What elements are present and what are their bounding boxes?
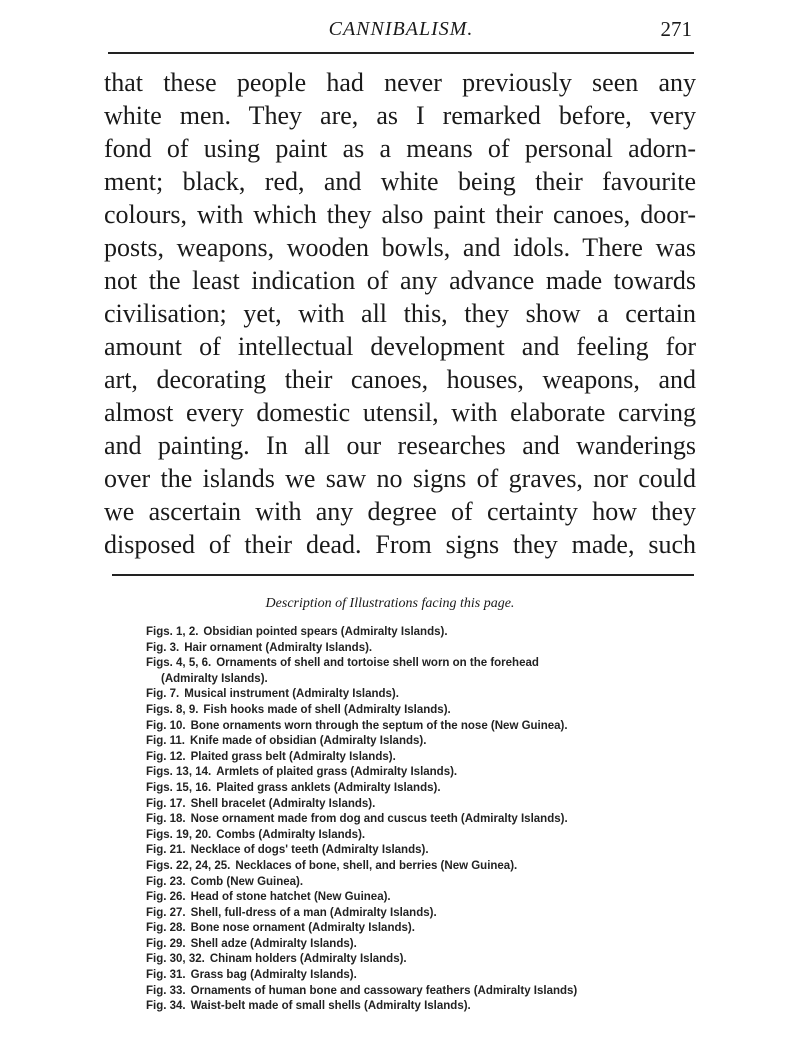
running-head [108, 14, 694, 44]
figure-number: Fig. 28. [146, 922, 186, 935]
figure-description: Ornaments of shell and tortoise shell worn on the forehead [216, 657, 539, 670]
body-line: almost every domestic utensil, with elaborate carving [104, 398, 696, 427]
figure-number: Figs. 8, 9. [146, 703, 199, 716]
body-line: white men. They are, as I remarked before, very [104, 101, 696, 130]
running-title: CANNIBALISM. [328, 18, 474, 40]
figure-description: (Admiralty Islands). [161, 672, 268, 685]
body-line: over the islands we saw no signs of graves, nor could [104, 464, 696, 493]
list-item [146, 937, 666, 953]
figure-number: Fig. 27. [146, 906, 186, 919]
list-item [146, 906, 666, 922]
body-line: that these people had never previously seen any [104, 68, 696, 97]
figure-number: Fig. 3. [146, 641, 180, 654]
list-item [146, 750, 666, 766]
body-line: ment; black, red, and white being their favourite [104, 167, 696, 196]
list-item [146, 812, 666, 828]
figure-number: Fig. 23. [146, 875, 186, 888]
figure-number: Fig. 26. [146, 891, 186, 904]
body-line: disposed of their dead. From signs they made, such [104, 530, 696, 559]
figure-number: Fig. 21. [146, 844, 186, 857]
figure-description: Comb (New Guinea). [190, 875, 304, 888]
list-item [146, 656, 666, 672]
body-line: posts, weapons, wooden bowls, and idols. There was [104, 233, 696, 262]
figure-description: Shell bracelet (Admiralty Islands). [190, 797, 376, 810]
list-item [146, 890, 666, 906]
figure-number: Fig. 30, 32. [146, 953, 205, 966]
figure-description: Necklaces of bone, shell, and berries (New Guinea). [235, 859, 518, 872]
section-rule [112, 574, 694, 576]
list-item [146, 703, 666, 719]
figure-description: Bone nose ornament (Admiralty Islands). [190, 922, 415, 935]
list-item [146, 672, 666, 688]
list-item [146, 641, 666, 657]
figure-number: Fig. 11. [146, 735, 185, 748]
figure-number: Fig. 17. [146, 797, 186, 810]
figure-description: Hair ornament (Admiralty Islands). [184, 641, 373, 654]
list-item [146, 734, 666, 750]
list-item [146, 797, 666, 813]
list-item [146, 625, 666, 641]
figure-description: Grass bag (Admiralty Islands). [190, 969, 357, 982]
figure-description: Necklace of dogs' teeth (Admiralty Islands). [190, 844, 429, 857]
body-line: not the least indication of any advance made towards [104, 266, 696, 295]
figure-number: Fig. 34. [146, 1000, 186, 1013]
figure-number: Figs. 1, 2. [146, 626, 199, 638]
body-line: civilisation; yet, with all this, they show a certain [104, 299, 696, 328]
figure-description: Ornaments of human bone and cassowary feathers (Admiralty Islands) [190, 984, 578, 997]
figure-description: Shell adze (Admiralty Islands). [190, 937, 357, 950]
body-line: and painting. In all our researches and wanderings [104, 431, 696, 460]
list-item [146, 859, 666, 875]
list-item [146, 719, 666, 735]
list-item [146, 765, 666, 781]
figure-description: Musical instrument (Admiralty Islands). [184, 688, 399, 701]
list-item [146, 828, 666, 844]
list-item [146, 999, 666, 1015]
body-line: amount of intellectual development and feeling for [104, 332, 696, 361]
figure-number: Figs. 15, 16. [146, 781, 212, 794]
figure-description: Chinam holders (Admiralty Islands). [209, 953, 407, 966]
illustrations-list [146, 625, 666, 1015]
list-item [146, 968, 666, 984]
figure-number: Figs. 22, 24, 25. [146, 859, 231, 872]
figure-description: Waist-belt made of small shells (Admiralty Islands). [190, 1000, 471, 1013]
figure-number: Figs. 13, 14. [146, 766, 212, 779]
illustrations-heading: Description of Illustrations facing this page. [265, 596, 515, 611]
page-number: 271 [660, 17, 692, 41]
list-item [146, 875, 666, 891]
figure-number: Fig. 18. [146, 813, 186, 826]
list-item [146, 843, 666, 859]
body-paragraph [104, 66, 696, 561]
body-line: art, decorating their canoes, houses, weapons, and [104, 365, 696, 394]
figure-number: Fig. 10. [146, 719, 186, 732]
figure-description: Obsidian pointed spears (Admiralty Islands). [203, 626, 448, 638]
list-item [146, 921, 666, 937]
list-item [146, 984, 666, 1000]
figure-number: Fig. 33. [146, 984, 186, 997]
figure-number: Fig. 7. [146, 688, 180, 701]
list-item [146, 687, 666, 703]
figure-description: Plaited grass belt (Admiralty Islands). [190, 750, 396, 763]
figure-description: Plaited grass anklets (Admiralty Islands). [216, 781, 441, 794]
figure-description: Bone ornaments worn through the septum of the nose (New Guinea). [190, 719, 568, 732]
body-line: colours, with which they also paint their canoes, door- [104, 200, 696, 229]
figure-number: Fig. 29. [146, 937, 186, 950]
figure-description: Head of stone hatchet (New Guinea). [190, 891, 391, 904]
body-line: we ascertain with any degree of certainty how they [104, 497, 696, 526]
body-line: fond of using paint as a means of personal adorn- [104, 134, 696, 163]
figure-number: Figs. 19, 20. [146, 828, 212, 841]
header-rule [108, 52, 694, 54]
list-item [146, 781, 666, 797]
figure-description: Fish hooks made of shell (Admiralty Islands). [203, 703, 451, 716]
figure-description: Knife made of obsidian (Admiralty Islands). [190, 735, 427, 748]
figure-description: Shell, full-dress of a man (Admiralty Islands). [190, 906, 437, 919]
figure-number: Fig. 31. [146, 969, 186, 982]
figure-description: Armlets of plaited grass (Admiralty Islands). [216, 766, 458, 779]
figure-description: Nose ornament made from dog and cuscus teeth (Admiralty Islands). [190, 813, 568, 826]
figure-number: Fig. 12. [146, 750, 186, 763]
figure-number: Figs. 4, 5, 6. [146, 657, 212, 670]
list-item [146, 952, 666, 968]
figure-description: Combs (Admiralty Islands). [216, 828, 366, 841]
